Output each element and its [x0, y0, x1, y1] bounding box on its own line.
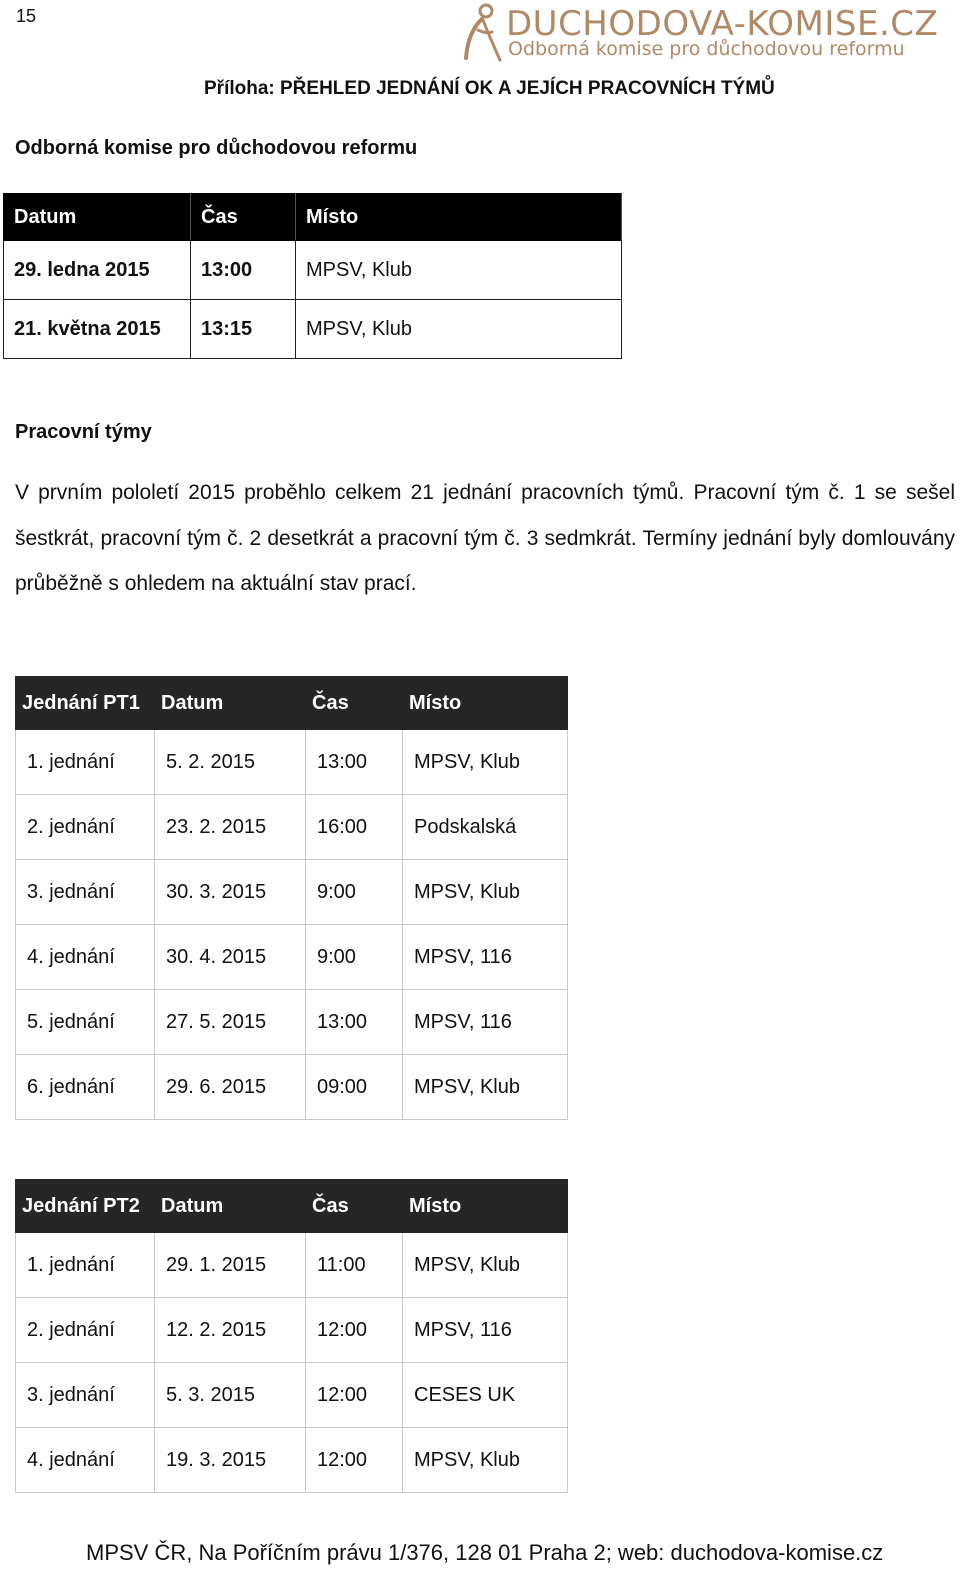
cell-meeting: 3. jednání: [16, 860, 155, 925]
cell-date: 23. 2. 2015: [155, 795, 306, 860]
cell-meeting: 5. jednání: [16, 990, 155, 1055]
cell-place: MPSV, Klub: [403, 1233, 568, 1298]
page-number: 15: [16, 6, 37, 26]
header-meeting: Jednání PT2: [16, 1180, 155, 1233]
table-row: [16, 925, 568, 990]
commission-heading: Odborná komise pro důchodovou reformu: [15, 137, 418, 159]
table-row: [16, 1233, 568, 1298]
table-row: [16, 1428, 568, 1493]
header-time: Čas: [191, 194, 296, 241]
cell-place: MPSV, Klub: [296, 300, 622, 359]
header-date: Datum: [155, 677, 306, 730]
cell-time: 12:00: [306, 1363, 403, 1428]
cell-place: MPSV, Klub: [403, 860, 568, 925]
cell-time: 11:00: [306, 1233, 403, 1298]
cell-date: 5. 3. 2015: [155, 1363, 306, 1428]
page-footer: MPSV ČR, Na Poříčním právu 1/376, 128 01 Praha 2; web: duchodova-komise.cz: [86, 1540, 884, 1565]
cell-meeting: 4. jednání: [16, 925, 155, 990]
table-row: [16, 860, 568, 925]
cell-meeting: 2. jednání: [16, 1298, 155, 1363]
table-row: [16, 730, 568, 795]
cell-time: 09:00: [306, 1055, 403, 1120]
cell-place: CESES UK: [403, 1363, 568, 1428]
teams-heading: Pracovní týmy: [15, 421, 152, 443]
cell-time: 12:00: [306, 1298, 403, 1363]
table-header-row: [4, 194, 622, 241]
header-place: Místo: [403, 677, 568, 730]
cell-meeting: 1. jednání: [16, 1233, 155, 1298]
cell-time: 12:00: [306, 1428, 403, 1493]
table-header-row: [16, 677, 568, 730]
cell-time: 9:00: [306, 860, 403, 925]
cell-place: Podskalská: [403, 795, 568, 860]
cell-date: 29. ledna 2015: [4, 241, 191, 300]
table-row: [16, 1363, 568, 1428]
header-time: Čas: [306, 677, 403, 730]
cell-meeting: 1. jednání: [16, 730, 155, 795]
table-row: [16, 1298, 568, 1363]
pt2-meetings-table: [15, 1179, 568, 1493]
table-row: [4, 300, 622, 359]
table-row: [16, 1055, 568, 1120]
cell-meeting: 3. jednání: [16, 1363, 155, 1428]
cell-meeting: 6. jednání: [16, 1055, 155, 1120]
cell-date: 29. 1. 2015: [155, 1233, 306, 1298]
logo-title: DUCHODOVA-KOMISE.CZ: [506, 4, 939, 44]
cell-place: MPSV, Klub: [403, 730, 568, 795]
cell-place: MPSV, Klub: [296, 241, 622, 300]
logo-figure-icon: [456, 2, 504, 64]
header-date: Datum: [155, 1180, 306, 1233]
cell-meeting: 2. jednání: [16, 795, 155, 860]
cell-time: 13:00: [306, 990, 403, 1055]
cell-date: 30. 4. 2015: [155, 925, 306, 990]
header-place: Místo: [403, 1180, 568, 1233]
header-meeting: Jednání PT1: [16, 677, 155, 730]
logo: [456, 2, 956, 64]
cell-place: MPSV, Klub: [403, 1055, 568, 1120]
header-place: Místo: [296, 194, 622, 241]
pt1-meetings-table: [15, 676, 568, 1120]
appendix-title: Příloha: PŘEHLED JEDNÁNÍ OK A JEJÍCH PRACOVNÍCH TÝMŮ: [204, 78, 775, 99]
cell-place: MPSV, 116: [403, 925, 568, 990]
cell-date: 21. května 2015: [4, 300, 191, 359]
logo-subtitle: Odborná komise pro důchodovou reformu: [508, 38, 905, 60]
cell-time: 13:00: [191, 241, 296, 300]
header-date: Datum: [4, 194, 191, 241]
teams-intro-paragraph: V prvním pololetí 2015 proběhlo celkem 21 jednání pracovních týmů. Pracovní tým č. 1 se sešel šestkrát, pracovní tým č. 2 desetkrát a pracovní tým č. 3 sedmkrát. Termíny jednání byly domlouvány průběžně s ohledem na aktuální stav prací.: [15, 481, 955, 595]
cell-date: 30. 3. 2015: [155, 860, 306, 925]
table-row: [16, 795, 568, 860]
cell-time: 16:00: [306, 795, 403, 860]
commission-meetings-table: [3, 193, 622, 359]
cell-date: 27. 5. 2015: [155, 990, 306, 1055]
cell-place: MPSV, 116: [403, 1298, 568, 1363]
header-time: Čas: [306, 1180, 403, 1233]
cell-date: 12. 2. 2015: [155, 1298, 306, 1363]
table-row: [4, 241, 622, 300]
cell-time: 13:00: [306, 730, 403, 795]
cell-date: 29. 6. 2015: [155, 1055, 306, 1120]
cell-meeting: 4. jednání: [16, 1428, 155, 1493]
cell-date: 5. 2. 2015: [155, 730, 306, 795]
cell-time: 13:15: [191, 300, 296, 359]
table-header-row: [16, 1180, 568, 1233]
cell-place: MPSV, Klub: [403, 1428, 568, 1493]
table-row: [16, 990, 568, 1055]
cell-place: MPSV, 116: [403, 990, 568, 1055]
cell-date: 19. 3. 2015: [155, 1428, 306, 1493]
cell-time: 9:00: [306, 925, 403, 990]
